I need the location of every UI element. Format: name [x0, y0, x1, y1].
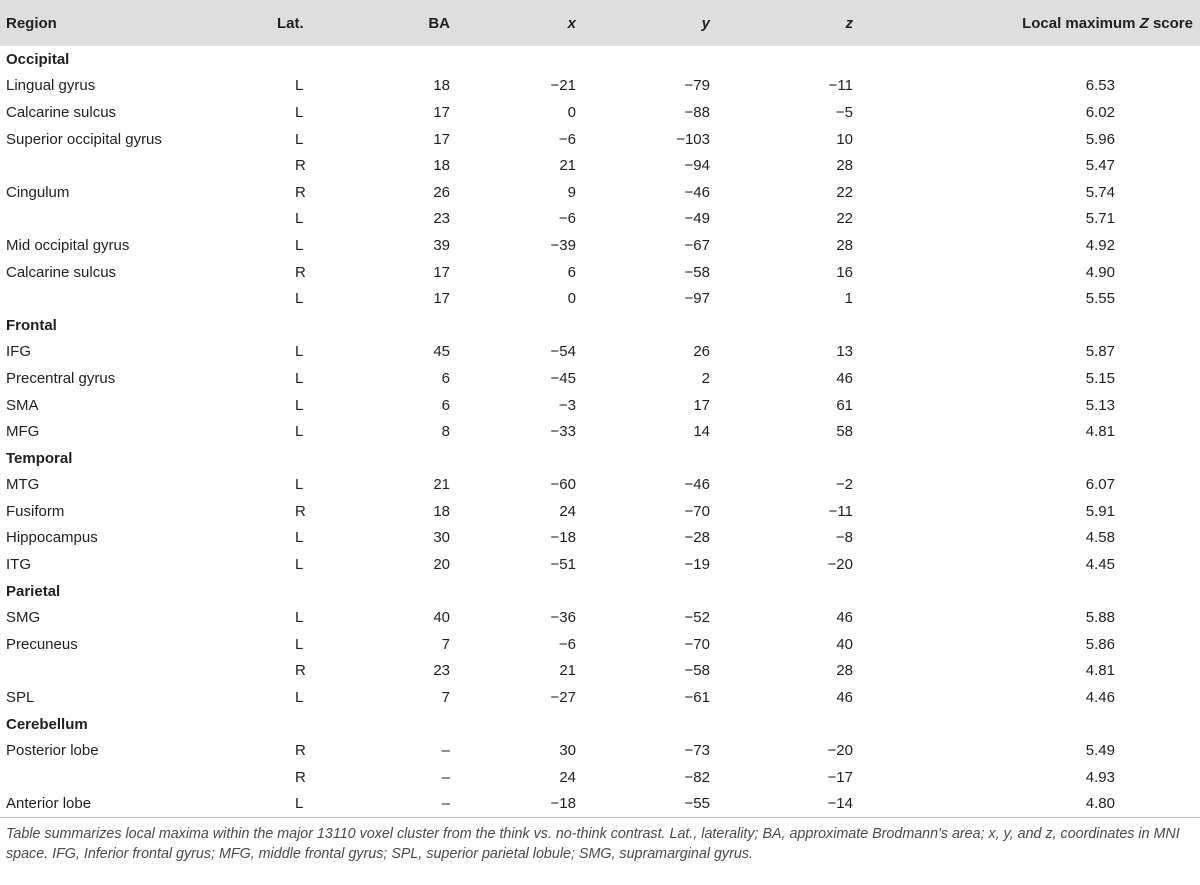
cell-x: −18	[550, 529, 576, 547]
cell-laterality: R	[295, 157, 306, 175]
cell-y: −52	[684, 609, 710, 627]
section-title: Cerebellum	[6, 715, 88, 733]
section-row	[0, 46, 1200, 73]
header-region: Region	[6, 14, 57, 32]
cell-z: −2	[835, 476, 853, 494]
cell-z: −8	[835, 529, 853, 547]
header-laterality: Lat.	[277, 14, 304, 32]
table-body	[0, 46, 1200, 817]
cell-x: −54	[550, 343, 576, 361]
cell-brodmann-area: 40	[433, 609, 450, 627]
cell-region	[0, 658, 258, 685]
cell-brodmann-area: 18	[433, 502, 450, 520]
section-title: Parietal	[6, 582, 61, 600]
cell-laterality: L	[295, 529, 304, 547]
cell-region: ITG	[6, 556, 31, 574]
cell-z-score: 4.81	[1085, 423, 1115, 441]
cell-x: 30	[559, 742, 576, 760]
cell-z-score: 5.88	[1085, 609, 1115, 627]
cell-brodmann-area: 26	[433, 183, 450, 201]
cell-z-score: 6.02	[1085, 103, 1115, 121]
cell-brodmann-area: 39	[433, 236, 450, 254]
cell-x: 21	[559, 157, 576, 175]
cell-laterality: L	[295, 609, 304, 627]
cell-y: −46	[684, 476, 710, 494]
cell-region	[0, 764, 258, 791]
cell-brodmann-area: 17	[433, 290, 450, 308]
cell-laterality: L	[295, 369, 304, 387]
cell-x: 0	[567, 103, 576, 121]
cell-x: 24	[559, 768, 576, 786]
cell-region	[0, 285, 258, 312]
cell-x: −18	[480, 791, 608, 818]
table-row	[0, 339, 1200, 366]
cell-z-score: 5.13	[1085, 396, 1115, 414]
header-y	[608, 0, 751, 46]
cell-z-score: 5.55	[1085, 290, 1115, 308]
cell-laterality: R	[295, 263, 306, 281]
cell-region: Anterior lobe	[0, 791, 258, 818]
cell-x: 21	[559, 662, 576, 680]
cell-brodmann-area: 20	[433, 556, 450, 574]
cell-y: −58	[684, 662, 710, 680]
table-row	[0, 551, 1200, 578]
cell-z-score: 5.96	[1085, 130, 1115, 148]
cell-x: −6	[558, 210, 576, 228]
cell-x: −27	[550, 689, 576, 707]
cell-brodmann-area: –	[441, 768, 450, 786]
cell-laterality: L	[295, 689, 304, 707]
cell-region: SMG	[6, 609, 41, 627]
cell-y: −94	[684, 157, 710, 175]
cell-laterality: L	[295, 635, 304, 653]
cell-x: −60	[550, 476, 576, 494]
cell-z-score: 6.53	[1085, 77, 1115, 95]
cell-z-score: 5.49	[1085, 742, 1115, 760]
table-caption: Table summarizes local maxima within the major 13110 voxel cluster from the think vs. no-think contrast. Lat., laterality; BA, approximate Brodmann's area; x, y, and z, coordinates in MNI space. IFG, Inferior frontal gyrus; MFG, middle frontal gyrus; SPL, superior parietal lobule; SMG, supramarginal gyrus.	[6, 825, 1180, 862]
header-x-label: x	[567, 14, 576, 32]
cell-z-score: 4.92	[1085, 236, 1115, 254]
cell-region: IFG	[6, 343, 31, 361]
cell-y: −28	[684, 529, 710, 547]
cell-z-score: 4.45	[1085, 556, 1115, 574]
cell-y: 14	[693, 423, 710, 441]
cell-region: Precentral gyrus	[6, 369, 116, 387]
table-row	[0, 631, 1200, 658]
cell-x: −6	[558, 130, 576, 148]
cell-laterality: L	[295, 236, 304, 254]
cell-x: −6	[558, 635, 576, 653]
cell-laterality: R	[295, 768, 306, 786]
cell-brodmann-area: 30	[433, 529, 450, 547]
header-row	[0, 0, 1200, 46]
cell-z-score: 5.47	[1085, 157, 1115, 175]
table-row	[0, 206, 1200, 233]
table-row	[0, 259, 1200, 286]
header-score-prefix: Local maximum	[1022, 14, 1140, 32]
cell-z: 28	[836, 157, 853, 175]
cell-y: −88	[684, 103, 710, 121]
cell-z-score: 4.93	[1085, 768, 1115, 786]
section-title: Frontal	[6, 316, 57, 334]
cell-y: −46	[684, 183, 710, 201]
cell-y: −79	[684, 77, 710, 95]
cell-z: 28	[836, 662, 853, 680]
table-row	[0, 232, 1200, 259]
cell-brodmann-area: 23	[433, 662, 450, 680]
cell-region: Precuneus	[6, 635, 78, 653]
cell-x: 24	[559, 502, 576, 520]
cell-y: −70	[684, 635, 710, 653]
table-row	[0, 126, 1200, 153]
cell-y: −70	[684, 502, 710, 520]
table-row	[0, 658, 1200, 685]
cell-brodmann-area: –	[380, 791, 480, 818]
cell-z: 10	[836, 130, 853, 148]
cell-z: −11	[828, 502, 853, 520]
cell-y: −61	[684, 689, 710, 707]
cell-z: 22	[836, 210, 853, 228]
cell-y: 17	[693, 396, 710, 414]
cell-x: −3	[558, 396, 576, 414]
cell-y: −55	[608, 791, 751, 818]
cell-brodmann-area: 17	[433, 103, 450, 121]
cell-brodmann-area: 17	[433, 263, 450, 281]
header-x	[480, 0, 608, 46]
cell-region: Superior occipital gyrus	[6, 130, 162, 148]
cell-y: 26	[693, 343, 710, 361]
header-y-label: y	[701, 14, 710, 32]
cell-z-score: 5.91	[1085, 502, 1115, 520]
table-row	[0, 285, 1200, 312]
cell-x: −33	[550, 423, 576, 441]
cell-brodmann-area: 21	[433, 476, 450, 494]
cell-region: SMA	[6, 396, 39, 414]
table-row	[0, 525, 1200, 552]
table-row	[0, 99, 1200, 126]
table-header	[0, 0, 1200, 46]
cell-x: −39	[550, 236, 576, 254]
cell-region	[0, 152, 258, 179]
table-row	[0, 365, 1200, 392]
cell-z: 61	[836, 396, 853, 414]
cell-brodmann-area: 45	[433, 343, 450, 361]
cell-z: −20	[827, 556, 853, 574]
section-row	[0, 312, 1200, 339]
cell-brodmann-area: 18	[433, 157, 450, 175]
cell-region	[0, 206, 258, 233]
header-score-suffix: score	[1148, 14, 1193, 32]
cell-region: MTG	[6, 476, 40, 494]
cell-region: Posterior lobe	[6, 742, 99, 760]
cell-y: −82	[684, 768, 710, 786]
cell-z: 46	[836, 689, 853, 707]
cell-region: Hippocampus	[6, 529, 98, 547]
cell-z-score: 4.81	[1085, 662, 1115, 680]
cell-z: −11	[828, 77, 853, 95]
cell-brodmann-area: 6	[441, 369, 450, 387]
table-row	[0, 498, 1200, 525]
cell-brodmann-area: 8	[441, 423, 450, 441]
cell-y: −58	[684, 263, 710, 281]
header-z-label: z	[845, 14, 853, 32]
cell-y: −49	[684, 210, 710, 228]
cell-z: −5	[835, 103, 853, 121]
cell-laterality: R	[295, 183, 306, 201]
table-row	[0, 737, 1200, 764]
cell-laterality: L	[295, 77, 304, 95]
header-score-italic: Z	[1139, 14, 1149, 32]
cell-y: −67	[684, 236, 710, 254]
cell-z-score: 5.87	[1085, 343, 1115, 361]
cell-brodmann-area: 7	[441, 635, 450, 653]
cell-z: 58	[836, 423, 853, 441]
cell-z: 40	[836, 635, 853, 653]
table-row	[0, 418, 1200, 445]
cell-z: −20	[827, 742, 853, 760]
cell-z: 46	[836, 369, 853, 387]
table-row	[0, 73, 1200, 100]
cell-z-score: 4.80	[891, 791, 1200, 818]
cell-brodmann-area: 7	[441, 689, 450, 707]
cell-brodmann-area: 17	[433, 130, 450, 148]
cell-z: 46	[836, 609, 853, 627]
table-row	[0, 392, 1200, 419]
cell-region: Mid occipital gyrus	[6, 236, 130, 254]
cell-z-score: 4.46	[1085, 689, 1115, 707]
cell-laterality: L	[295, 130, 304, 148]
header-brodmann-area: BA	[428, 14, 450, 32]
cell-z: 28	[836, 236, 853, 254]
cell-y: −73	[684, 742, 710, 760]
cell-z-score: 4.90	[1085, 263, 1115, 281]
cell-x: 0	[567, 290, 576, 308]
cell-region: Calcarine sulcus	[6, 103, 117, 121]
cell-region: SPL	[6, 689, 35, 707]
cell-y: −19	[684, 556, 710, 574]
cell-x: 6	[567, 263, 576, 281]
table-row	[0, 604, 1200, 631]
section-title: Temporal	[6, 449, 73, 467]
cell-laterality: R	[295, 502, 306, 520]
cell-z: −17	[827, 768, 853, 786]
section-row	[0, 445, 1200, 472]
cell-z-score: 4.58	[1085, 529, 1115, 547]
cell-region: Lingual gyrus	[6, 77, 96, 95]
cell-x: −51	[550, 556, 576, 574]
cell-y: −97	[684, 290, 710, 308]
cell-x: −36	[550, 609, 576, 627]
cell-laterality: L	[295, 423, 304, 441]
cell-z: 13	[836, 343, 853, 361]
cell-region: MFG	[6, 423, 40, 441]
cell-region: Fusiform	[6, 502, 65, 520]
cell-region: Cingulum	[6, 183, 70, 201]
cell-x: −45	[550, 369, 576, 387]
cell-laterality: L	[295, 396, 304, 414]
cell-brodmann-area: –	[441, 742, 450, 760]
cell-x: −21	[550, 77, 576, 95]
cell-laterality: L	[258, 791, 380, 818]
cell-z-score: 6.07	[1085, 476, 1115, 494]
section-row	[0, 711, 1200, 738]
cell-z: −14	[751, 791, 891, 818]
cell-region: Calcarine sulcus	[6, 263, 117, 281]
cell-z: 22	[836, 183, 853, 201]
cell-laterality: L	[295, 103, 304, 121]
cell-z-score: 5.71	[1085, 210, 1115, 228]
cell-laterality: R	[295, 662, 306, 680]
cell-laterality: L	[295, 476, 304, 494]
cell-z-score: 5.86	[1085, 635, 1115, 653]
table-row	[0, 152, 1200, 179]
cell-brodmann-area: 18	[433, 77, 450, 95]
table-row	[0, 472, 1200, 499]
cell-x: 9	[567, 183, 576, 201]
table-row	[0, 179, 1200, 206]
cell-laterality: L	[295, 556, 304, 574]
cell-z-score: 5.74	[1085, 183, 1115, 201]
header-z	[751, 0, 891, 46]
header-z-score	[891, 0, 1200, 46]
cell-brodmann-area: 23	[433, 210, 450, 228]
cell-laterality: L	[295, 210, 304, 228]
cell-laterality: L	[295, 343, 304, 361]
cell-laterality: R	[295, 742, 306, 760]
cell-z-score: 5.15	[1085, 369, 1115, 387]
cell-y: −103	[676, 130, 710, 148]
section-title: Occipital	[6, 50, 70, 68]
cell-z: 1	[844, 290, 853, 308]
table-row	[0, 764, 1200, 791]
cell-y: 2	[701, 369, 710, 387]
cell-laterality: L	[295, 290, 304, 308]
cell-z: 16	[836, 263, 853, 281]
table-row	[0, 791, 1200, 818]
section-row	[0, 578, 1200, 605]
table-row	[0, 684, 1200, 711]
cell-brodmann-area: 6	[441, 396, 450, 414]
